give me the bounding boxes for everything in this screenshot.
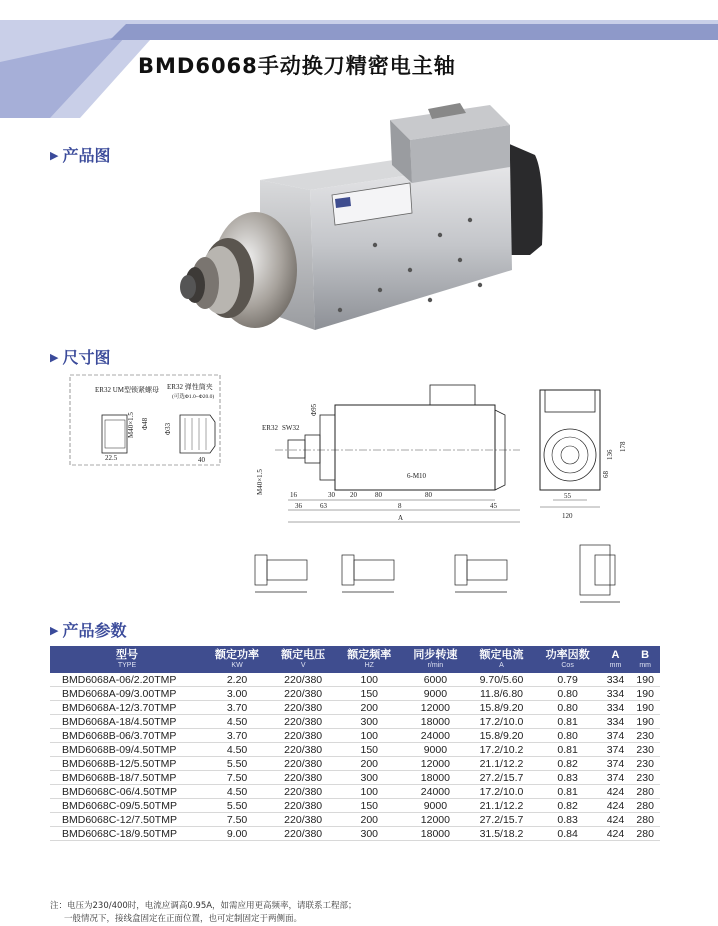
- table-cell: 374: [601, 743, 631, 757]
- d95-label: Φ95: [310, 403, 318, 416]
- table-cell: 4.50: [204, 785, 270, 799]
- table-cell: 220/380: [270, 813, 336, 827]
- table-cell: 24000: [402, 729, 468, 743]
- table-cell: 220/380: [270, 799, 336, 813]
- table-cell: 12000: [402, 757, 468, 771]
- model-cell: BMD6068C-06/4.50TMP: [50, 785, 204, 799]
- arrow-icon: ▶: [50, 149, 59, 162]
- m10-label: 6-M10: [407, 472, 427, 480]
- dim-136: 136: [606, 449, 614, 460]
- table-row: [50, 785, 660, 799]
- d33-label: Φ33: [164, 422, 172, 435]
- table-row: [50, 743, 660, 757]
- table-cell: 24000: [402, 785, 468, 799]
- table-cell: 374: [601, 771, 631, 785]
- table-cell: 0.80: [535, 701, 601, 715]
- table-cell: 4.50: [204, 715, 270, 729]
- table-cell: 374: [601, 757, 631, 771]
- col-header: 功率因数 Cos: [535, 646, 601, 673]
- model-cell: BMD6068C-18/9.50TMP: [50, 827, 204, 841]
- table-cell: 0.83: [535, 813, 601, 827]
- table-cell: 0.81: [535, 743, 601, 757]
- table-cell: 17.2/10.0: [468, 785, 534, 799]
- dim-55: 55: [564, 492, 571, 500]
- col-header: 额定频率 HZ: [336, 646, 402, 673]
- model-cell: BMD6068B-06/3.70TMP: [50, 729, 204, 743]
- table-row: [50, 827, 660, 841]
- table-cell: 27.2/15.7: [468, 813, 534, 827]
- spindle-photo: [160, 95, 560, 345]
- table-cell: 424: [601, 827, 631, 841]
- model-cell: BMD6068A-18/4.50TMP: [50, 715, 204, 729]
- table-cell: 27.2/15.7: [468, 771, 534, 785]
- dim-45: 45: [490, 502, 497, 510]
- col-header: B mm: [630, 646, 660, 673]
- table-cell: 18000: [402, 771, 468, 785]
- collet-sub-label: (可选Φ1.0~Φ20.0): [172, 394, 215, 400]
- table-cell: 220/380: [270, 771, 336, 785]
- table-cell: 9000: [402, 799, 468, 813]
- table-cell: 150: [336, 687, 402, 701]
- table-cell: 200: [336, 701, 402, 715]
- table-cell: 220/380: [270, 715, 336, 729]
- dimension-drawing: [50, 360, 650, 610]
- model-cell: BMD6068C-12/7.50TMP: [50, 813, 204, 827]
- table-cell: 190: [630, 673, 660, 687]
- table-row: [50, 757, 660, 771]
- dim-80b: 80: [425, 491, 432, 499]
- table-header-row: [50, 646, 660, 673]
- table-cell: 150: [336, 743, 402, 757]
- table-cell: 150: [336, 799, 402, 813]
- section-params-heading: ▶ 产品参数: [50, 621, 127, 640]
- table-cell: 0.81: [535, 785, 601, 799]
- model-cell: BMD6068B-18/7.50TMP: [50, 771, 204, 785]
- table-cell: 334: [601, 701, 631, 715]
- table-cell: 300: [336, 715, 402, 729]
- table-cell: 0.82: [535, 799, 601, 813]
- table-cell: 6000: [402, 673, 468, 687]
- table-cell: 18000: [402, 715, 468, 729]
- table-cell: 220/380: [270, 701, 336, 715]
- table-cell: 100: [336, 729, 402, 743]
- table-cell: 21.1/12.2: [468, 799, 534, 813]
- table-cell: 12000: [402, 813, 468, 827]
- table-cell: 424: [601, 785, 631, 799]
- l22-label: 22.5: [105, 454, 118, 462]
- table-cell: 31.5/18.2: [468, 827, 534, 841]
- dim-20: 20: [350, 491, 357, 499]
- table-cell: 220/380: [270, 785, 336, 799]
- table-cell: 100: [336, 785, 402, 799]
- table-cell: 15.8/9.20: [468, 701, 534, 715]
- table-cell: 190: [630, 687, 660, 701]
- table-cell: 374: [601, 729, 631, 743]
- table-cell: 17.2/10.2: [468, 743, 534, 757]
- table-row: [50, 729, 660, 743]
- table-cell: 220/380: [270, 673, 336, 687]
- model-cell: BMD6068A-09/3.00TMP: [50, 687, 204, 701]
- footnote: [50, 900, 357, 926]
- nut-label: ER32 UM型锁紧螺母: [95, 386, 159, 394]
- table-cell: 424: [601, 799, 631, 813]
- col-header: 额定功率 KW: [204, 646, 270, 673]
- table-cell: 220/380: [270, 687, 336, 701]
- table-cell: 220/380: [270, 729, 336, 743]
- table-cell: 280: [630, 785, 660, 799]
- table-cell: 3.70: [204, 729, 270, 743]
- table-row: [50, 687, 660, 701]
- dim-63: 63: [320, 502, 327, 510]
- table-cell: 200: [336, 813, 402, 827]
- table-cell: 334: [601, 687, 631, 701]
- dim-178: 178: [619, 441, 627, 452]
- table-row: [50, 715, 660, 729]
- m40b-label: M40×1.5: [256, 469, 264, 495]
- table-row: [50, 701, 660, 715]
- section-dimensions-heading: ▶ 尺寸图: [50, 348, 111, 367]
- table-cell: 280: [630, 813, 660, 827]
- table-cell: 0.80: [535, 729, 601, 743]
- table-cell: 0.81: [535, 715, 601, 729]
- d48-label: Φ48: [141, 417, 149, 430]
- model-cell: BMD6068A-06/2.20TMP: [50, 673, 204, 687]
- table-row: [50, 813, 660, 827]
- table-cell: 200: [336, 757, 402, 771]
- table-cell: 21.1/12.2: [468, 757, 534, 771]
- col-header: 额定电压 V: [270, 646, 336, 673]
- footnote-line: 注：电压为230/400时，电流应调高0.95A，如需应用更高频率，请联系工程部；: [50, 901, 357, 911]
- model-cell: BMD6068C-09/5.50TMP: [50, 799, 204, 813]
- table-cell: 9.70/5.60: [468, 673, 534, 687]
- dim-68: 68: [602, 471, 610, 478]
- page-title: BMD6068手动换刀精密电主轴: [138, 54, 456, 78]
- table-cell: 3.00: [204, 687, 270, 701]
- m40-label: M40×1.5: [127, 412, 135, 438]
- collet-label: ER32 弹性筒夹: [167, 383, 213, 391]
- er32-label: ER32: [262, 424, 278, 432]
- table-cell: 5.50: [204, 799, 270, 813]
- model-cell: BMD6068B-12/5.50TMP: [50, 757, 204, 771]
- table-cell: 9000: [402, 687, 468, 701]
- table-cell: 190: [630, 715, 660, 729]
- table-cell: 230: [630, 729, 660, 743]
- table-cell: 11.8/6.80: [468, 687, 534, 701]
- table-cell: 300: [336, 771, 402, 785]
- table-cell: 5.50: [204, 757, 270, 771]
- dim-30: 30: [328, 491, 335, 499]
- col-header: 同步转速 r/min: [402, 646, 468, 673]
- col-header: 额定电流 A: [468, 646, 534, 673]
- col-header: 型号 TYPE: [50, 646, 204, 673]
- dim-a: A: [398, 514, 404, 522]
- table-row: [50, 799, 660, 813]
- table-cell: 0.80: [535, 687, 601, 701]
- l40-label: 40: [198, 456, 205, 464]
- table-cell: 7.50: [204, 771, 270, 785]
- dim-16: 16: [290, 491, 297, 499]
- table-cell: 0.83: [535, 771, 601, 785]
- spec-table: [50, 646, 660, 841]
- table-cell: 17.2/10.0: [468, 715, 534, 729]
- table-cell: 12000: [402, 701, 468, 715]
- dim-80a: 80: [375, 491, 382, 499]
- table-cell: 220/380: [270, 743, 336, 757]
- dim-8: 8: [398, 502, 402, 510]
- table-cell: 0.84: [535, 827, 601, 841]
- table-cell: 220/380: [270, 827, 336, 841]
- table-cell: 15.8/9.20: [468, 729, 534, 743]
- table-cell: 2.20: [204, 673, 270, 687]
- table-cell: 280: [630, 799, 660, 813]
- table-cell: 100: [336, 673, 402, 687]
- sw32-label: SW32: [282, 424, 300, 432]
- table-cell: 190: [630, 701, 660, 715]
- table-cell: 4.50: [204, 743, 270, 757]
- table-cell: 0.82: [535, 757, 601, 771]
- table-cell: 424: [601, 813, 631, 827]
- arrow-icon: ▶: [50, 624, 59, 637]
- table-row: [50, 673, 660, 687]
- table-cell: 0.79: [535, 673, 601, 687]
- table-cell: 220/380: [270, 757, 336, 771]
- table-cell: 18000: [402, 827, 468, 841]
- table-cell: 230: [630, 757, 660, 771]
- table-cell: 230: [630, 771, 660, 785]
- table-cell: 9.00: [204, 827, 270, 841]
- footnote-line: 一般情况下，接线盒固定在正面位置，也可定制固定于两侧面。: [64, 914, 303, 924]
- table-cell: 9000: [402, 743, 468, 757]
- model-cell: BMD6068B-09/4.50TMP: [50, 743, 204, 757]
- table-cell: 3.70: [204, 701, 270, 715]
- model-cell: BMD6068A-12/3.70TMP: [50, 701, 204, 715]
- section-photo-heading: ▶ 产品图: [50, 146, 111, 165]
- table-cell: 7.50: [204, 813, 270, 827]
- col-header: A mm: [601, 646, 631, 673]
- table-cell: 300: [336, 827, 402, 841]
- table-cell: 334: [601, 673, 631, 687]
- table-cell: 280: [630, 827, 660, 841]
- dim-36: 36: [295, 502, 302, 510]
- table-cell: 230: [630, 743, 660, 757]
- table-row: [50, 771, 660, 785]
- dim-120: 120: [562, 512, 573, 520]
- arrow-icon: ▶: [50, 351, 59, 364]
- table-cell: 334: [601, 715, 631, 729]
